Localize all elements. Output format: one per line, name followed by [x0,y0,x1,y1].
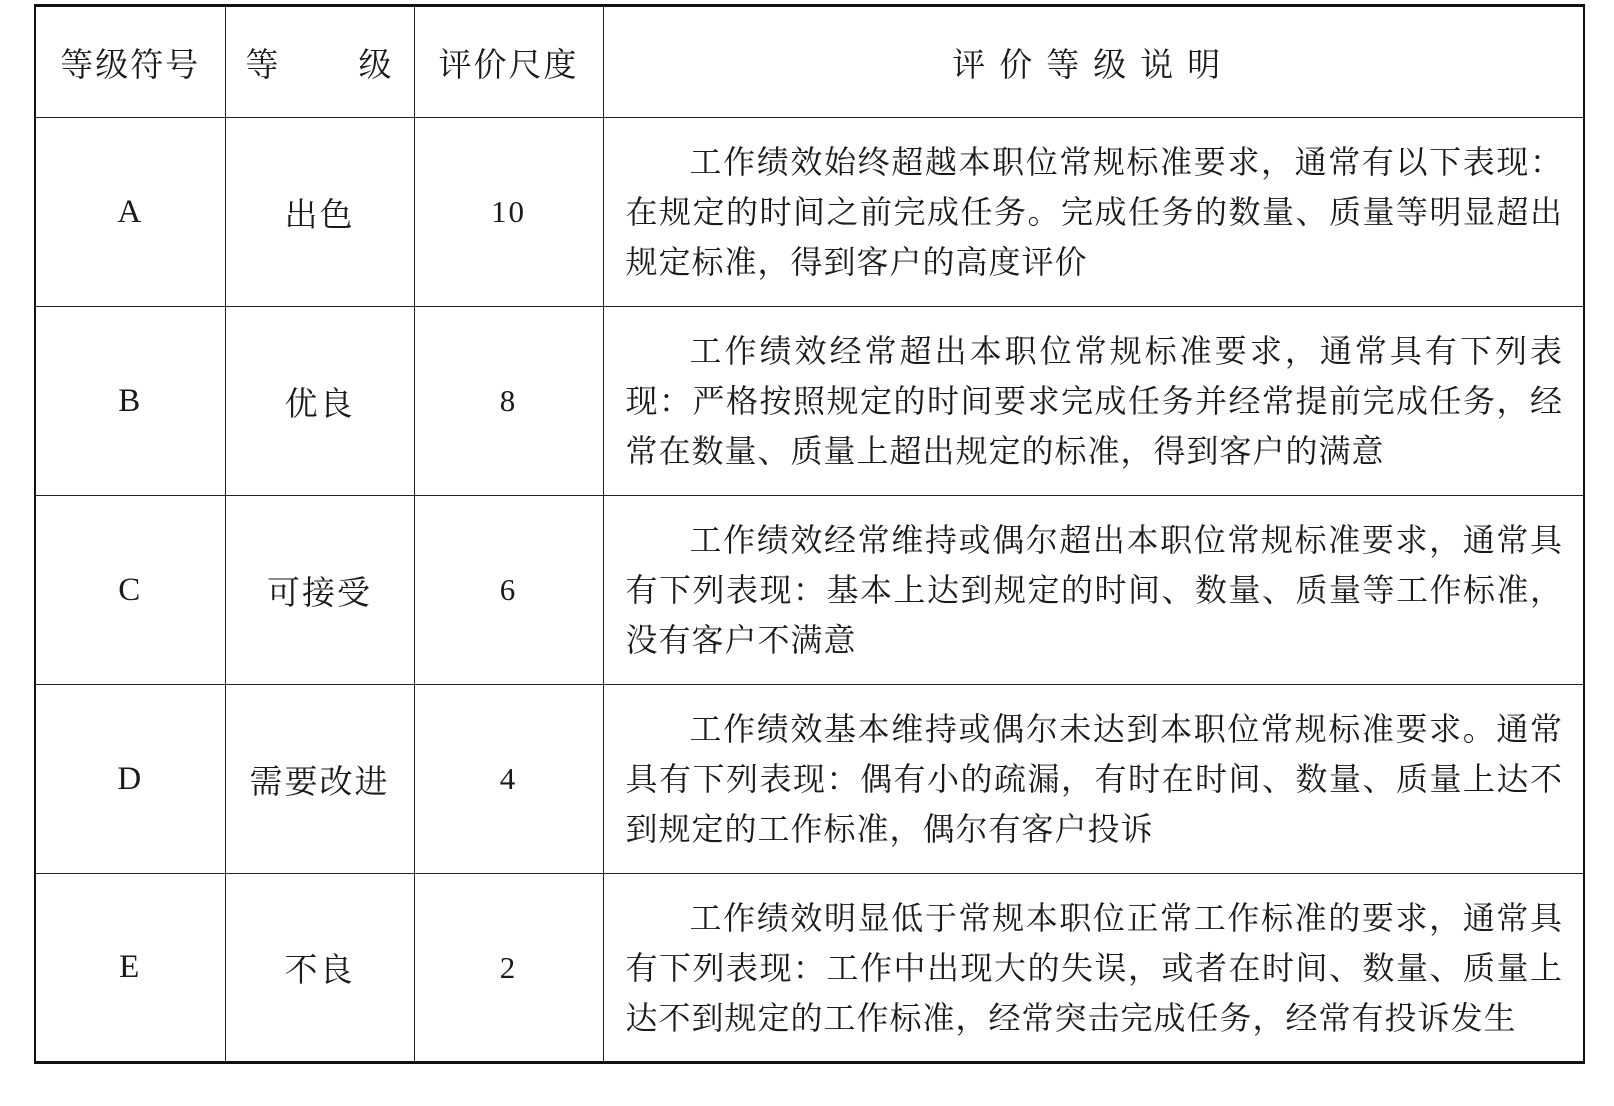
header-grade-level-right: 级 [358,44,394,84]
grade-symbol-cell: C [35,496,225,685]
grade-symbol-cell: B [35,307,225,496]
evaluation-scale-cell: 6 [414,496,603,685]
grade-level-cell: 出色 [225,118,414,307]
header-grade-symbol: 等级符号 [35,6,225,118]
grade-symbol-cell: A [35,118,225,307]
grade-level-cell: 不良 [225,874,414,1063]
table-row [35,874,1584,1063]
evaluation-scale-cell: 2 [414,874,603,1063]
header-evaluation-scale: 评价尺度 [414,6,603,118]
grade-symbol-cell: D [35,685,225,874]
table-row [35,118,1584,307]
table-header-row [35,6,1584,118]
evaluation-scale-cell: 4 [414,685,603,874]
evaluation-scale-cell: 10 [414,118,603,307]
table-row [35,685,1584,874]
header-grade-level-left: 等 [245,44,281,84]
grade-description-cell: 工作绩效经常超出本职位常规标准要求，通常具有下列表现：严格按照规定的时间要求完成任务并经常提前完成任务，经常在数量、质量上超出规定的标准，得到客户的满意 [603,307,1584,496]
grade-level-cell: 可接受 [225,496,414,685]
evaluation-scale-cell: 8 [414,307,603,496]
grade-description-cell: 工作绩效经常维持或偶尔超出本职位常规标准要求，通常具有下列表现：基本上达到规定的时间、数量、质量等工作标准，没有客户不满意 [603,496,1584,685]
table-row [35,307,1584,496]
grade-symbol-cell: E [35,874,225,1063]
header-grade-level [225,6,414,118]
grade-level-cell: 需要改进 [225,685,414,874]
table-row [35,496,1584,685]
grade-description-cell: 工作绩效明显低于常规本职位正常工作标准的要求，通常具有下列表现：工作中出现大的失误，或者在时间、数量、质量上达不到规定的工作标准，经常突击完成任务，经常有投诉发生 [603,874,1584,1063]
grade-description-cell: 工作绩效基本维持或偶尔未达到本职位常规标准要求。通常具有下列表现：偶有小的疏漏，有时在时间、数量、质量上达不到规定的工作标准，偶尔有客户投诉 [603,685,1584,874]
grade-level-cell: 优良 [225,307,414,496]
grade-evaluation-table [34,4,1585,1064]
header-grade-description: 评价等级说明 [603,6,1584,118]
grade-description-cell: 工作绩效始终超越本职位常规标准要求，通常有以下表现：在规定的时间之前完成任务。完成任务的数量、质量等明显超出规定标准，得到客户的高度评价 [603,118,1584,307]
